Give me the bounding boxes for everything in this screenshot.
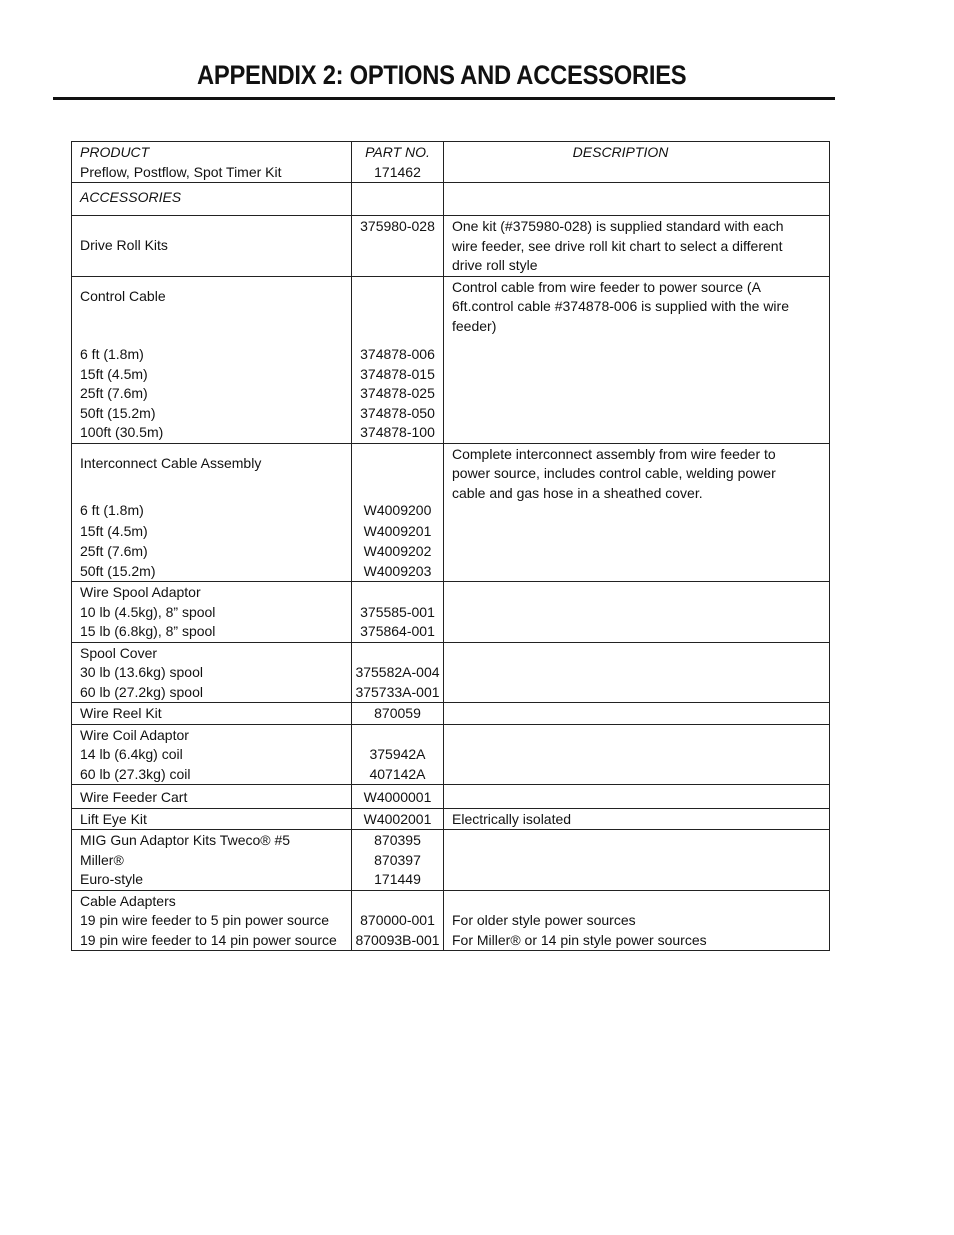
table-row [72, 808, 830, 830]
row-item: 50ft (15.2m) [80, 562, 156, 579]
row-part: 374878-006 [360, 346, 435, 362]
row-product: Drive Roll Kits [80, 237, 168, 253]
table-row [72, 276, 830, 443]
row-description: feeder) [452, 317, 497, 334]
table-row [72, 642, 830, 703]
table-row [72, 724, 830, 785]
row-item: Euro-style [80, 871, 144, 887]
row-item: 25ft (7.6m) [80, 543, 148, 559]
row-part: 870059 [374, 705, 421, 721]
row-part: 375864-001 [360, 623, 435, 639]
header-product: PRODUCT [80, 144, 150, 160]
row-part: W4009201 [363, 522, 432, 539]
row-description: One kit (#375980-028) is supplied standard with each [452, 218, 784, 234]
row-part: 171462 [374, 163, 421, 180]
row-description: For older style power sources [452, 912, 636, 928]
row-item: 10 lb (4.5kg), 8” spool [80, 603, 216, 620]
row-product: Control Cable [80, 287, 166, 304]
row-part: 375585-001 [360, 603, 435, 620]
row-part: W4009202 [363, 543, 432, 559]
row-product: Preflow, Postflow, Spot Timer Kit [80, 163, 282, 180]
table-row [72, 142, 830, 183]
row-part: 375582A-004 [355, 664, 440, 680]
header-description: DESCRIPTION [572, 144, 669, 160]
row-product: Interconnect Cable Assembly [80, 454, 262, 471]
table-row [72, 890, 830, 951]
row-description: cable and gas hose in a sheathed cover. [452, 484, 703, 501]
row-product: Wire Feeder Cart [80, 789, 188, 805]
table-row [72, 443, 830, 582]
title-rule [53, 97, 835, 100]
row-description: For Miller® or 14 pin style power sources [452, 931, 707, 948]
row-item: Miller® [80, 851, 124, 868]
row-item: 100ft (30.5m) [80, 424, 164, 440]
table-row [72, 582, 830, 643]
row-description: power source, includes control cable, welding power [452, 465, 776, 481]
row-part: 374878-100 [360, 424, 435, 440]
row-description: Electrically isolated [452, 810, 572, 827]
table-row [72, 830, 830, 891]
row-item: 6 ft (1.8m) [80, 502, 144, 518]
row-product: Spool Cover [80, 644, 158, 661]
row-part: W4000001 [363, 789, 432, 805]
row-part: 375942A [369, 746, 426, 762]
row-part: 375733A-001 [355, 683, 440, 700]
row-description: Control cable from wire feeder to power source (A [452, 278, 761, 295]
row-part: 870093B-001 [355, 931, 440, 948]
page-title: APPENDIX 2: OPTIONS AND ACCESSORIES [197, 60, 687, 90]
row-item: 19 pin wire feeder to 14 pin power source [80, 931, 337, 948]
row-part: 870397 [374, 851, 421, 868]
row-item: 50ft (15.2m) [80, 404, 156, 421]
row-part: 374878-025 [360, 385, 435, 401]
row-part: 374878-050 [360, 404, 435, 421]
row-item: 6 ft (1.8m) [80, 346, 144, 362]
row-item: 15ft (4.5m) [80, 522, 148, 539]
row-part: 407142A [369, 765, 426, 782]
row-part: 870000-001 [360, 912, 435, 928]
row-part: W4009200 [363, 502, 432, 518]
row-product: Cable Adapters [80, 892, 176, 909]
table-row [72, 216, 830, 277]
row-part: W4002001 [363, 810, 432, 827]
table-row [72, 785, 830, 809]
row-item: 19 pin wire feeder to 5 pin power source [80, 912, 330, 928]
row-description: drive roll style [452, 257, 538, 273]
row-description: 6ft.control cable #374878-006 is supplied with the wire [452, 298, 789, 314]
row-description: Complete interconnect assembly from wire feeder to [452, 445, 776, 462]
header-part-no: PART NO. [365, 144, 430, 160]
row-item: 14 lb (6.4kg) coil [80, 746, 183, 762]
row-part: 374878-015 [360, 365, 435, 382]
row-item: 25ft (7.6m) [80, 385, 148, 401]
row-item: 30 lb (13.6kg) spool [80, 664, 203, 680]
row-part: 375980-028 [360, 218, 435, 234]
table-row [72, 183, 830, 216]
row-item: MIG Gun Adaptor Kits Tweco® #5 [80, 832, 291, 848]
row-description: wire feeder, see drive roll kit chart to select a different [452, 237, 783, 254]
row-part: W4009203 [363, 562, 432, 579]
row-product: Wire Spool Adaptor [80, 584, 201, 600]
row-product: Wire Reel Kit [80, 705, 162, 721]
row-item: 15ft (4.5m) [80, 365, 148, 382]
section-label: ACCESSORIES [80, 189, 182, 205]
table-row [72, 703, 830, 725]
row-item: 60 lb (27.2kg) spool [80, 683, 203, 700]
row-item: 15 lb (6.8kg), 8” spool [80, 623, 216, 639]
row-part: 870395 [374, 832, 421, 848]
accessories-table [71, 141, 830, 951]
row-item: 60 lb (27.3kg) coil [80, 765, 191, 782]
row-product: Lift Eye Kit [80, 810, 147, 827]
row-part: 171449 [374, 871, 421, 887]
row-product: Wire Coil Adaptor [80, 726, 189, 743]
